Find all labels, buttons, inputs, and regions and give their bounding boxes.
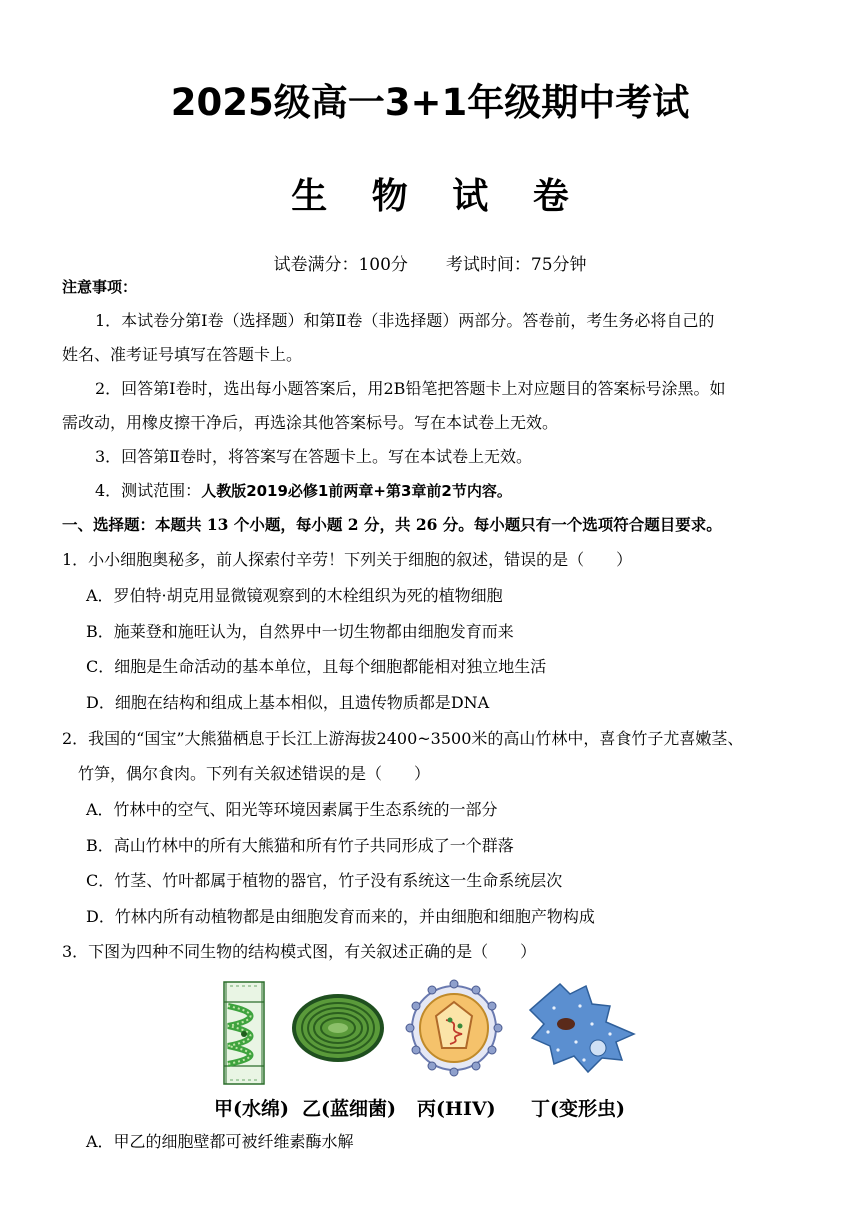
question-2-option-d: D．竹林内所有动植物都是由细胞发育而来的，并由细胞和细胞产物构成 <box>86 907 595 926</box>
question-1-option-b: B．施莱登和施旺认为，自然界中一切生物都由细胞发育而来 <box>86 622 514 641</box>
question-3-stem: 3．下图为四种不同生物的结构模式图，有关叙述正确的是（ ） <box>62 942 537 961</box>
question-1-stem: 1．小小细胞奥秘多，前人探索付辛劳！下列关于细胞的叙述，错误的是（ ） <box>62 550 633 569</box>
caption-spirogyra: 甲(水绵) <box>214 1098 289 1120</box>
notes-heading: 注意事项： <box>62 278 138 296</box>
question-2-option-c: C．竹茎、竹叶都属于植物的器官，竹子没有系统这一生命系统层次 <box>86 871 563 890</box>
cyanobacteria-illustration <box>292 994 384 1062</box>
exam-time: 考试时间：75分钟 <box>445 255 587 275</box>
full-score: 试卷满分：100分 <box>273 255 408 275</box>
note-4-prefix: 4．测试范围： <box>95 481 202 500</box>
caption-hiv: 丙(HIV) <box>417 1098 496 1120</box>
question-1-option-d: D．细胞在结构和组成上基本相似，且遗传物质都是DNA <box>86 693 490 712</box>
question-1-option-a: A．罗伯特·胡克用显微镜观察到的木栓组织为死的植物细胞 <box>86 586 503 605</box>
amoeba-illustration <box>530 984 634 1072</box>
caption-cyanobacteria: 乙(蓝细菌) <box>302 1098 396 1120</box>
note-2-line-1: 2．回答第Ⅰ卷时，选出每小题答案后，用2B铅笔把答题卡上对应题目的答案标号涂黑。如 <box>95 379 726 398</box>
note-2-line-2: 需改动，用橡皮擦干净后，再选涂其他答案标号。写在本试卷上无效。 <box>62 413 559 432</box>
question-2-stem-cont: 竹笋，偶尔食肉。下列有关叙述错误的是（ ） <box>78 764 431 783</box>
question-2-option-a: A．竹林中的空气、阳光等环境因素属于生态系统的一部分 <box>86 800 498 819</box>
hiv-illustration <box>406 980 502 1076</box>
exam-meta <box>0 250 860 275</box>
note-1-line-2: 姓名、准考证号填写在答题卡上。 <box>62 345 303 364</box>
question-1-option-c: C．细胞是生命活动的基本单位，且每个细胞都能相对独立地生活 <box>86 657 547 676</box>
question-2-option-b: B．高山竹林中的所有大熊猫和所有竹子共同形成了一个群落 <box>86 836 514 855</box>
spirogyra-illustration <box>224 982 264 1084</box>
note-1-line-1: 1．本试卷分第Ⅰ卷（选择题）和第Ⅱ卷（非选择题）两部分。答卷前，考生务必将自己的 <box>95 311 715 330</box>
subject-title: 生 物 试 卷 <box>291 176 585 217</box>
note-4 <box>95 480 512 502</box>
caption-amoeba: 丁(变形虫) <box>531 1098 625 1120</box>
exam-title: 2025级高一3+1年级期中考试 <box>170 81 690 124</box>
note-4-scope: 人教版2019必修1前两章+第3章前2节内容。 <box>201 482 512 500</box>
section-heading: 一、选择题：本题共 13 个小题，每小题 2 分，共 26 分。每小题只有一个选项符合题目要求。 <box>62 515 722 534</box>
question-2-stem: 2．我国的“国宝”大熊猫栖息于长江上游海拔2400~3500米的高山竹林中，喜食竹子尤喜嫩茎、 <box>62 729 744 748</box>
question-3-option-a: A．甲乙的细胞壁都可被纤维素酶水解 <box>86 1132 354 1151</box>
note-3: 3．回答第Ⅱ卷时，将答案写在答题卡上。写在本试卷上无效。 <box>95 447 533 466</box>
